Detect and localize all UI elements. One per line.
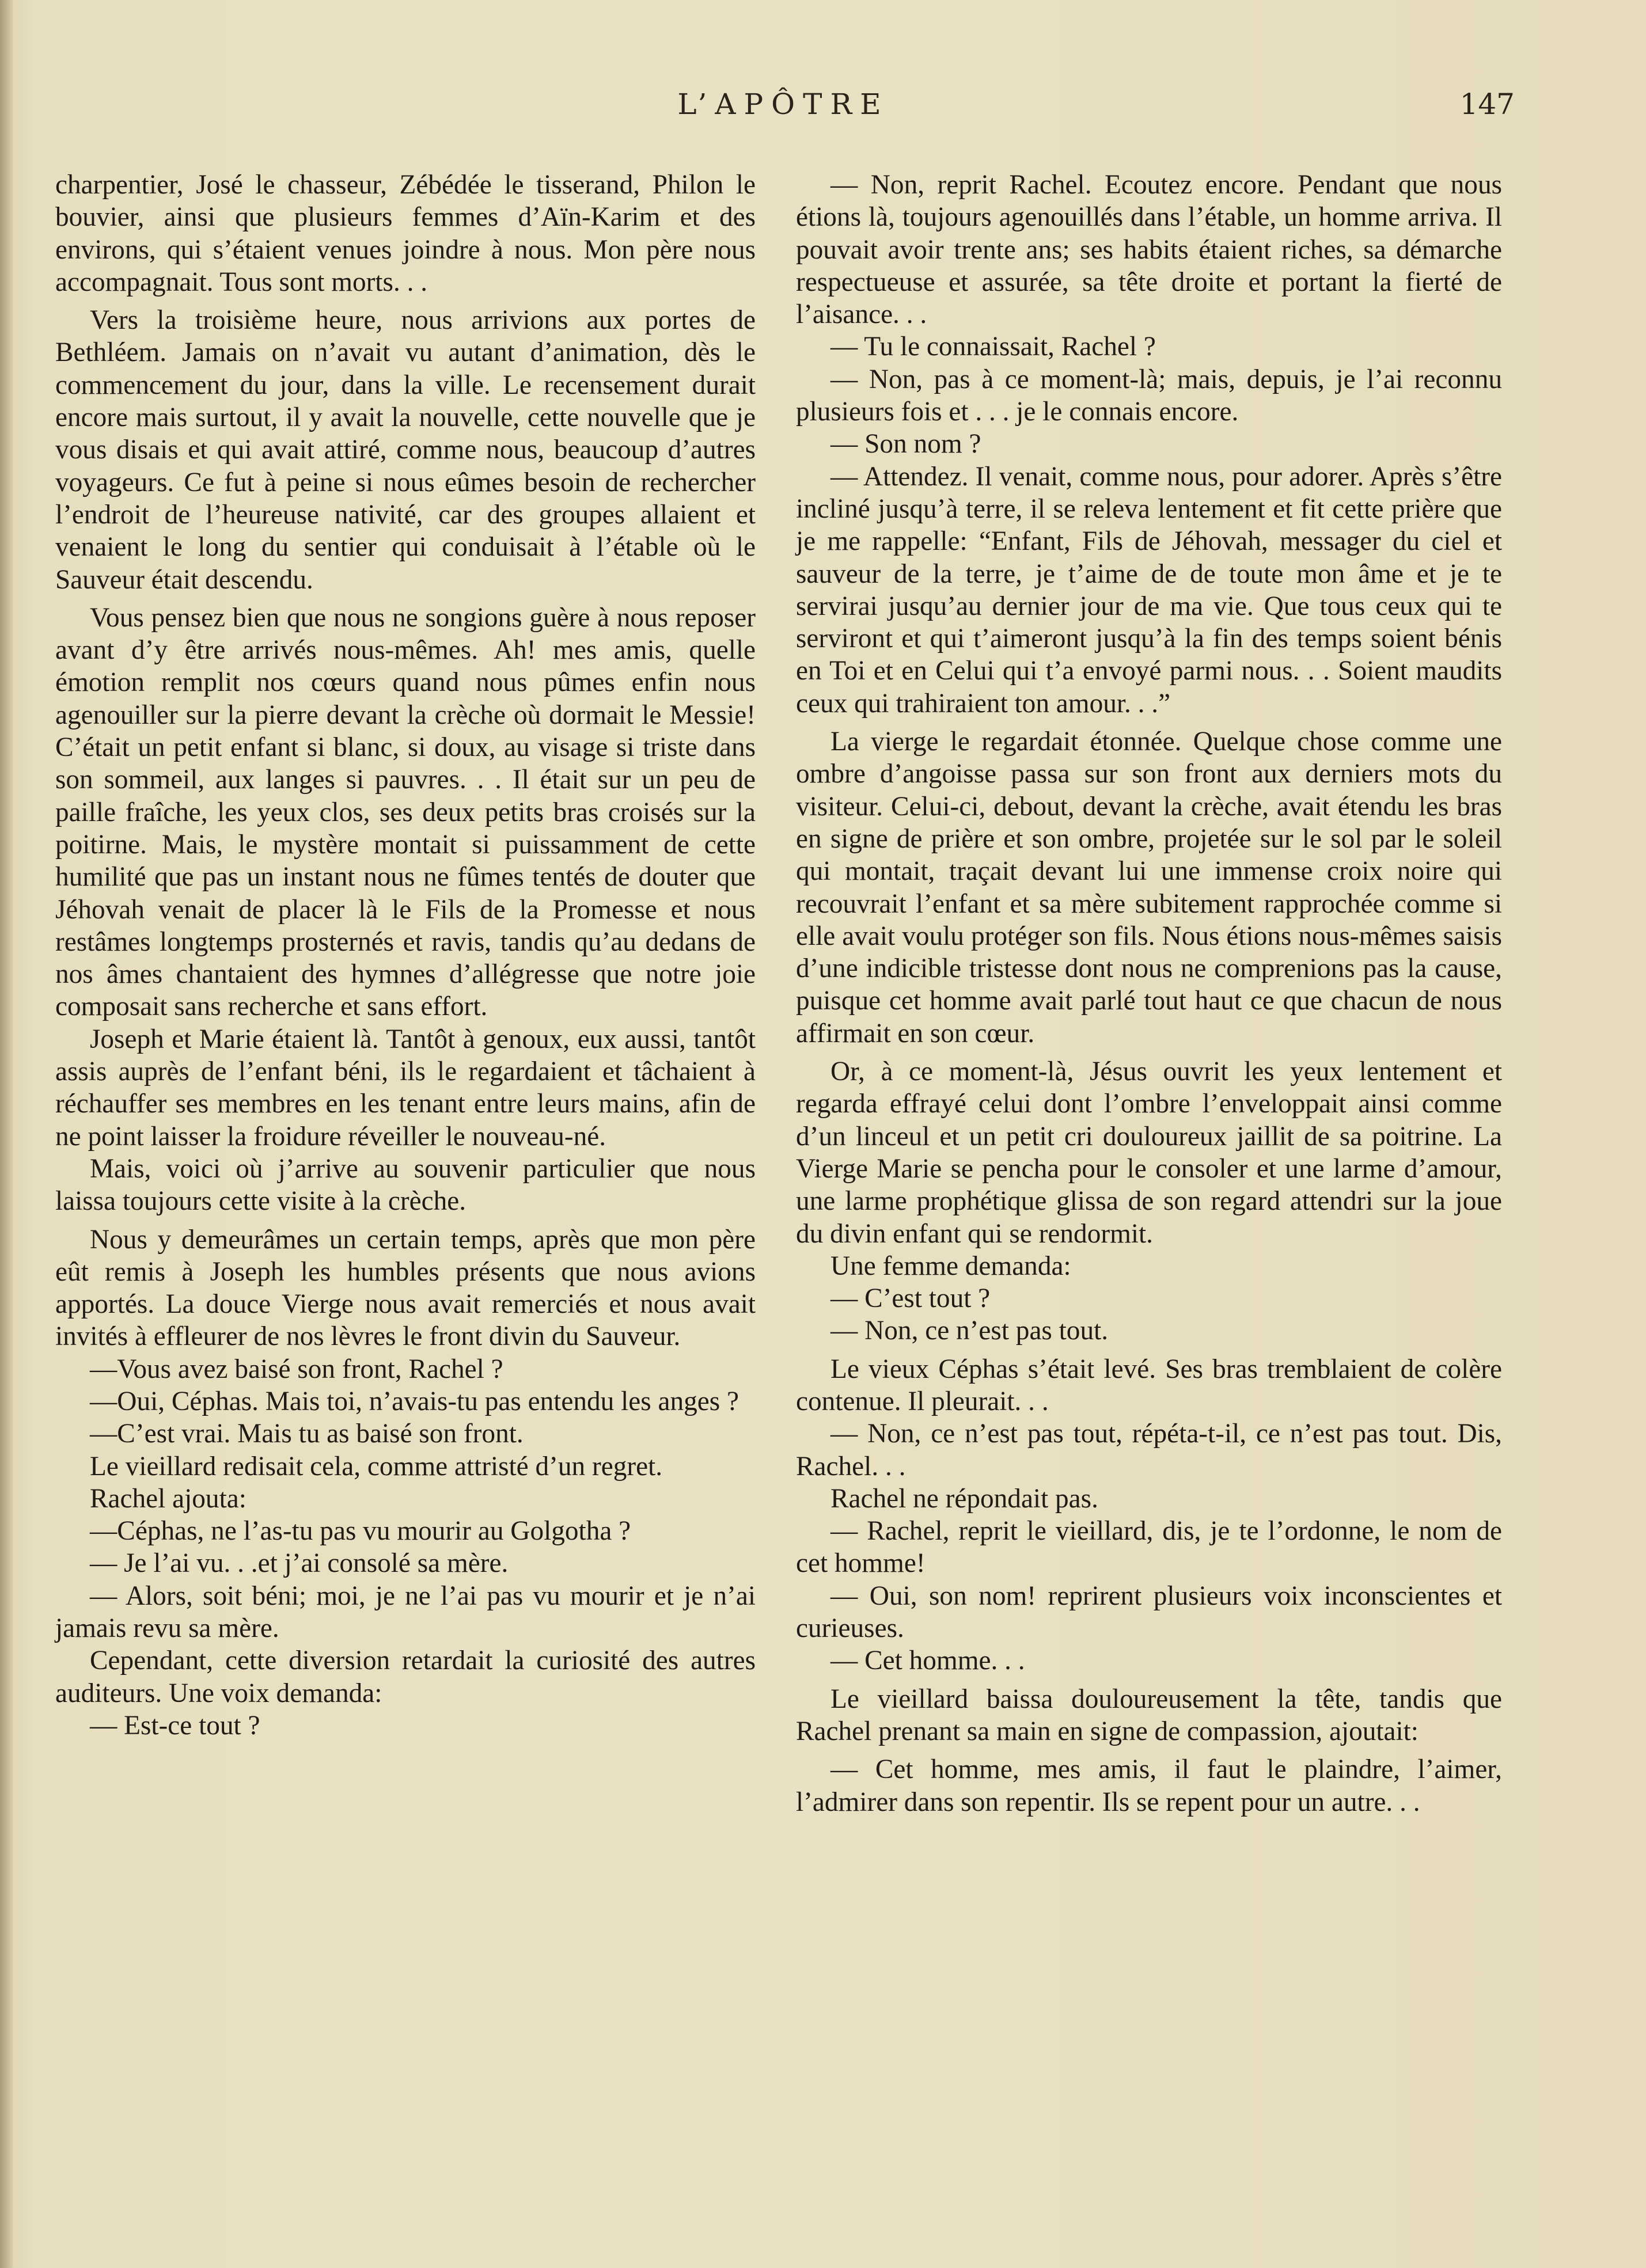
paragraph: Vous pensez bien que nous ne songions guère à nous reposer avant d’y être arrivés nous-mêmes. Ah! mes amis, quelle émotion remplit nos cœurs quand nous pûmes enfin nous agenouiller sur la pierre devant la crèche où dormait le Messie! C’était un petit enfant si blanc, si doux, au visage si triste dans son sommeil, aux langes si pauvres. . . Il était sur un peu de paille fraîche, les yeux clos, ses deux petits bras croisés sur la poitirne. Mais, le mystère montait si puissamment de cette humilité que pas un instant nous ne fûmes tentés de douter que Jéhovah venait de placer là le Fils de la Promesse et nous restâmes longtemps prosternés et ravis, tandis qu’au dedans de nos âmes chantaient des hymnes d’allégresse que notre joie composait sans recherche et sans effort.	[55, 602, 756, 1022]
dialogue-line: —Oui, Céphas. Mais toi, n’avais-tu pas entendu les anges ?	[90, 1386, 739, 1416]
paragraph: Cependant, cette diversion retardait la curiosité des autres auditeurs. Une voix demanda:	[55, 1646, 756, 1708]
dialogue-line: —Vous avez baisé son front, Rachel ?	[90, 1354, 503, 1384]
paragraph: charpentier, José le chasseur, Zébédée le tisserand, Philon le bouvier, ainsi que plusieurs femmes d’Aïn-Karim et des environs, qui s’étaient venues joindre à nous. Mon père nous accompagnait. Tous sont morts. . .	[55, 170, 756, 297]
dialogue-line: — Tu le connaissait, Rachel ?	[830, 332, 1156, 362]
left-column	[55, 169, 756, 1742]
dialogue-line: — Rachel, reprit le vieillard, dis, je te l’ordonne, le nom de cet homme!	[796, 1516, 1502, 1579]
paragraph: Rachel ne répondait pas.	[830, 1483, 1098, 1514]
dialogue-line: — Non, ce n’est pas tout.	[830, 1316, 1109, 1346]
paragraph: Joseph et Marie étaient là. Tantôt à genoux, eux aussi, tantôt assis auprès de l’enfant béni, ils le regardaient et tâchaient à réchauffer ses membres en les tenant entre leurs mains, afin de ne point laisser la froidure réveiller le nouveau-né.	[55, 1024, 756, 1152]
running-title: L’APÔTRE	[677, 88, 889, 121]
paragraph: Le vieux Céphas s’était levé. Ses bras tremblaient de colère contenue. Il pleurait. . .	[796, 1354, 1502, 1416]
paragraph: La vierge le regardait étonnée. Quelque chose comme une ombre d’angoisse passa sur son front aux derniers mots du visiteur. Celui-ci, debout, devant la crèche, avait étendu les bras en signe de prière et son ombre, projetée sur le sol par le soleil qui montait, traçait devant lui une immense croix noire qui recouvrait l’enfant et sa mère subitement rapprochée comme si elle avait voulu protéger son fils. Nous étions nous-mêmes saisis d’une indicible tristesse dont nous ne comprenions pas la cause, puisque cet homme avait parlé tout haut ce que chacun de nous affirmait en son cœur.	[796, 727, 1502, 1048]
paragraph: Rachel ajouta:	[90, 1483, 246, 1514]
dialogue-line: — C’est tout ?	[830, 1283, 991, 1314]
dialogue-line: — Je l’ai vu. . .et j’ai consolé sa mère.	[90, 1548, 509, 1579]
dialogue-line: — Non, reprit Rachel. Ecoutez encore. Pendant que nous étions là, toujours agenouillés dans l’étable, un homme arriva. Il pouvait avoir trente ans; ses habits étaient riches, sa démarche respectueuse et assurée, sa tête droite et portant la fierté de l’aisance. . .	[796, 170, 1502, 330]
paragraph: Vers la troisième heure, nous arrivions aux portes de Bethléem. Jamais on n’avait vu autant d’animation, dès le commencement du jour, dans la ville. Le recensement durait encore mais surtout, il y avait la nouvelle, cette nouvelle que je vous disais et qui avait attiré, comme nous, beaucoup d’autres voyageurs. Ce fut à peine si nous eûmes besoin de rechercher l’endroit de l’heureuse nativité, car des groupes allaient et venaient le long du sentier qui conduisait à l’étable où le Sauveur était descendu.	[55, 305, 756, 595]
right-column	[796, 169, 1502, 1818]
dialogue-line: — Alors, soit béni; moi, je ne l’ai pas vu mourir et je n’ai jamais revu sa mère.	[55, 1581, 756, 1644]
dialogue-line: — Non, pas à ce moment-là; mais, depuis, je l’ai reconnu plusieurs fois et . . . je le connais encore.	[796, 364, 1502, 427]
paragraph: Une femme demanda:	[830, 1251, 1071, 1281]
page-header	[52, 88, 1515, 134]
dialogue-line: — Est-ce tout ?	[90, 1710, 260, 1741]
paragraph: Nous y demeurâmes un certain temps, après que mon père eût remis à Joseph les humbles présents que nous avions apportés. La douce Vierge nous avait remerciés et nous avait invités à effleurer de nos lèvres le front divin du Sauveur.	[55, 1224, 756, 1352]
paragraph: Le vieillard redisait cela, comme attristé d’un regret.	[90, 1451, 663, 1481]
dialogue-line: — Attendez. Il venait, comme nous, pour adorer. Après s’être incliné jusqu’à terre, il se releva lentement et fit cette prière que je me rappelle: “Enfant, Fils de Jéhovah, messager du ciel et sauveur de la terre, je t’aime de de toute mon âme et je te servirai jusqu’au dernier jour de ma vie. Que tous ceux qui te serviront et qui t’aimeront jusqu’à la fin des temps soient bénis en Toi et en Celui qui t’a envoyé parmi nous. . . Soient maudits ceux qui trahiraient ton amour. . .”	[796, 461, 1502, 719]
dialogue-line: — Son nom ?	[830, 429, 981, 459]
paragraph: Or, à ce moment-là, Jésus ouvrit les yeux lentement et regarda effrayé celui dont l’ombre l’enveloppait ainsi comme d’un linceul et un petit cri douloureux jaillit de sa poitrine. La Vierge Marie se pencha pour le consoler et une larme d’amour, une larme prophétique glissa de son regard attendri sur la joue du divin enfant qui se rendormit.	[796, 1057, 1502, 1249]
dialogue-line: —Céphas, ne l’as-tu pas vu mourir au Golgotha ?	[90, 1516, 631, 1547]
page-number: 147	[1459, 88, 1515, 121]
dialogue-line: — Cet homme, mes amis, il faut le plaindre, l’aimer, l’admirer dans son repentir. Ils se repent pour un autre. . .	[796, 1754, 1502, 1817]
dialogue-line: — Non, ce n’est pas tout, répéta-t-il, ce n’est pas tout. Dis, Rachel. . .	[796, 1419, 1502, 1481]
paragraph: Mais, voici où j’arrive au souvenir particulier que nous laissa toujours cette visite à la crèche.	[55, 1153, 756, 1217]
dialogue-line: — Oui, son nom! reprirent plusieurs voix inconscientes et curieuses.	[796, 1581, 1502, 1644]
dialogue-line: —C’est vrai. Mais tu as baisé son front.	[90, 1419, 524, 1449]
dialogue-line: — Cet homme. . .	[830, 1646, 1025, 1676]
page-binding-edge	[0, 0, 13, 2268]
paragraph: Le vieillard baissa douloureusement la tête, tandis que Rachel prenant sa main en signe de compassion, ajoutait:	[796, 1684, 1502, 1746]
